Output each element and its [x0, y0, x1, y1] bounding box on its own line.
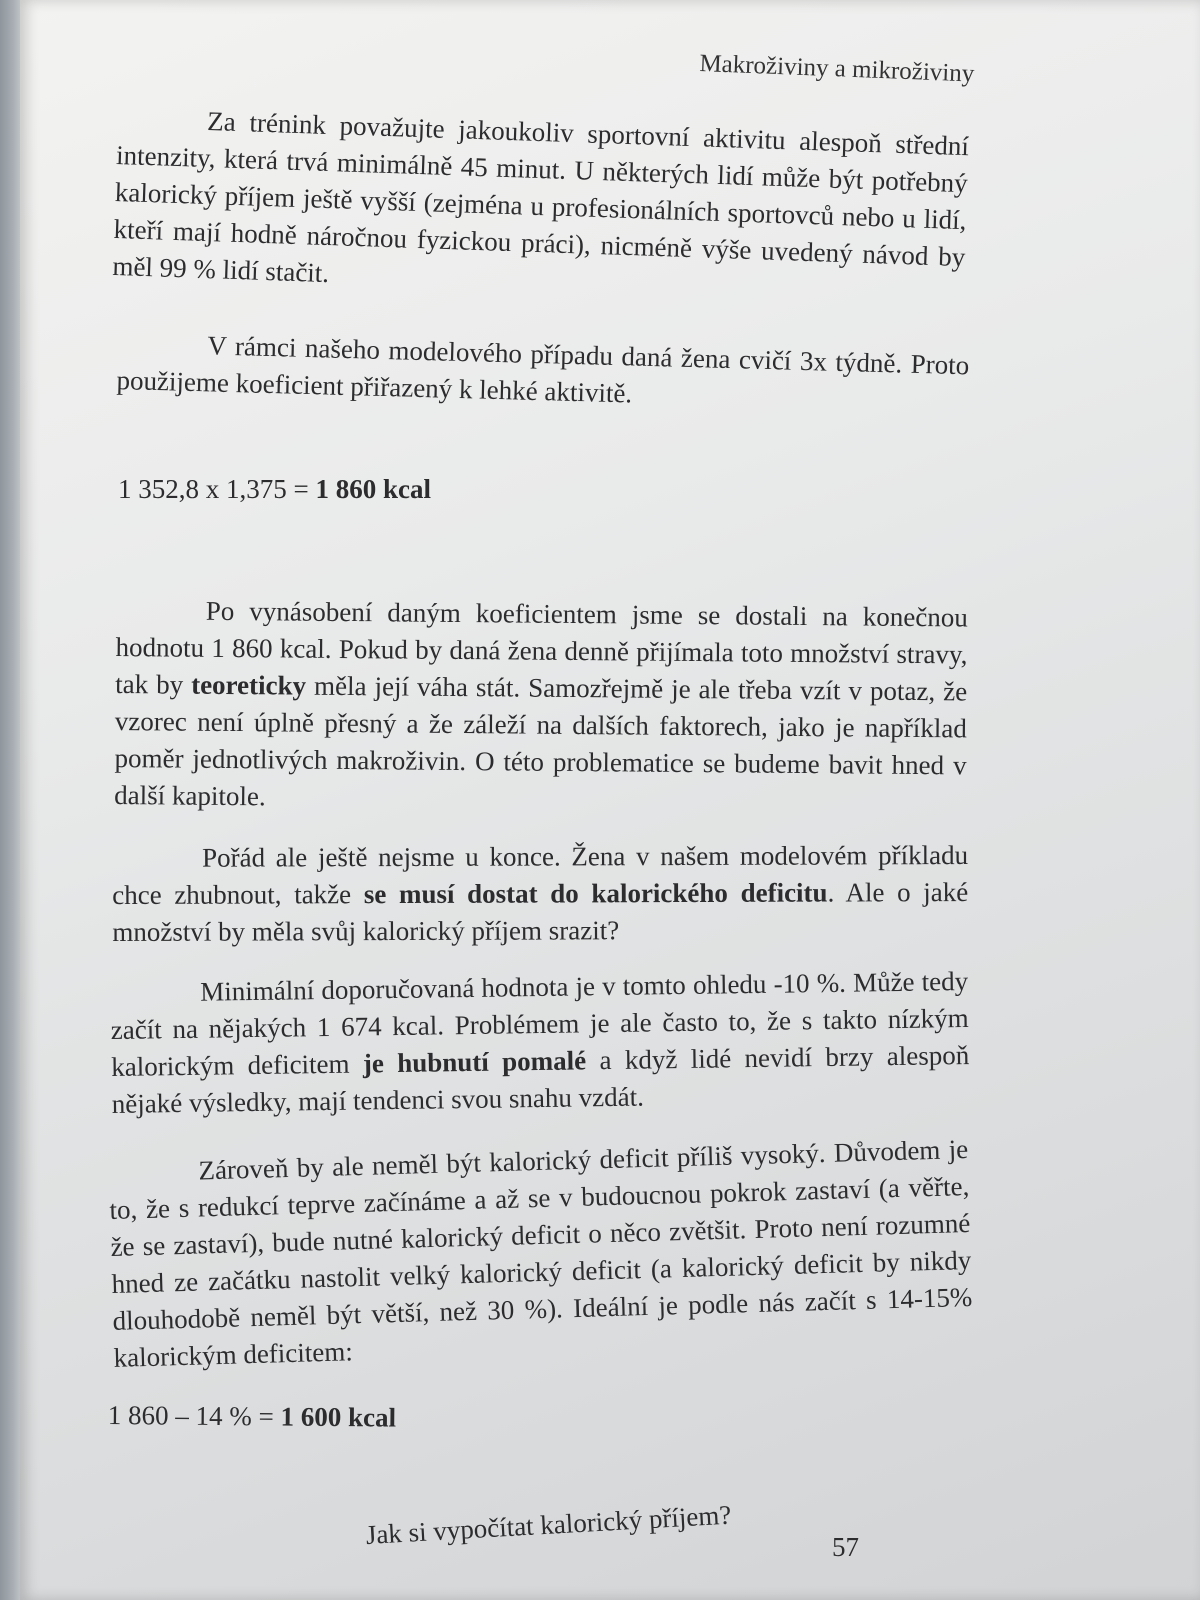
paragraph-text: Za trénink považujte jakoukoliv sportovní aktivitu alespoň střední intenzity, která trvá minimálně 45 minut. U některých lidí může být potřebný kalorický příjem ještě vyšší (zejména u profesionálních sportovců nebo u lidí, kteří mají hodně náročnou fyzickou práci), nicméně výše uvedený návod by měl 99 % lidí stačit. [111, 105, 970, 289]
formula-result: 1 860 kcal [315, 474, 431, 504]
paragraph-text: Pořád ale ještě nejsme u konce. Žena v našem modelovém příkladu chce zhubnout, takže [112, 840, 969, 910]
paragraph-text: Po vynásobení daným koeficientem jsme se dostali na konečnou hodnotu 1 860 kcal. Pokud by daná žena denně přijímala toto množství stravy, tak by [115, 595, 968, 700]
running-head: Makroživiny a mikroživiny [698, 50, 975, 88]
paragraph-maximum-deficit [108, 1131, 974, 1377]
formula-result: 1 600 kcal [280, 1401, 397, 1433]
paragraph-text: . Ale o jaké množství by měla svůj kalorický příjem srazit? [112, 877, 969, 947]
paragraph-text: a když lidé nevidí brzy alespoň nějaké výsledky, mají tendenci svou snahu vzdát. [111, 1040, 970, 1119]
paragraph-text: Zároveň by ale neměl být kalorický deficit příliš vysoký. Důvodem je to, že s redukcí teprve začínáme a až se v budoucnou pokrok zastaví (a věřte, že se zastaví), bude nutné kalorický deficit o něco zvětšit. Proto není rozumné hned ze začátku nastolit velký kalorický deficit (a kalorický deficit by nikdy dlouhodobě neměl být větší, než 30 %). Ideální je podle nás začít s 14-15% kalorickým deficitem: [109, 1133, 973, 1373]
emphasis-text: je hubnutí pomalé [362, 1045, 587, 1079]
formula-expression: 1 860 – 14 % = [107, 1400, 281, 1432]
paragraph-text: Minimální doporučovaná hodnota je v tomto ohledu -10 %. Může tedy začít na nějakých 1 674 kcal. Problémem je ale často to, že s takto nízkým kalorickým deficitem [110, 966, 969, 1082]
footer-chapter-title: Jak si vypočítat kalorický příjem? [365, 1499, 733, 1550]
paragraph-text: měla její váha stát. Samozřejmě je ale třeba vzít v potaz, že vzorec není úplně přesný a že záleží na dalších faktorech, jako je například poměr jednotlivých makroživin. O této problematice se budeme bavit hned v další kapitole. [114, 670, 968, 812]
formula-expression: 1 352,8 x 1,375 = [118, 474, 316, 504]
emphasis-text: se musí dostat do kalorického deficitu [363, 877, 828, 910]
paragraph-caloric-deficit [112, 837, 968, 951]
formula-maintenance-calories [118, 474, 431, 505]
page-number: 57 [832, 1532, 859, 1562]
paragraph-text: V rámci našeho modelového případu daná žena cvičí 3x týdně. Proto použijeme koeficient přiřazený k lehké aktivitě. [116, 330, 970, 409]
paragraph-training-definition [112, 100, 970, 313]
book-spine-edge [0, 0, 22, 1600]
paragraph-minimum-deficit [110, 963, 970, 1123]
formula-target-calories [108, 1400, 396, 1434]
paragraph-model-case [116, 325, 970, 421]
book-page [20, 0, 1200, 1600]
paragraph-coefficient-result [114, 592, 968, 821]
emphasis-text: teoreticky [191, 669, 307, 701]
